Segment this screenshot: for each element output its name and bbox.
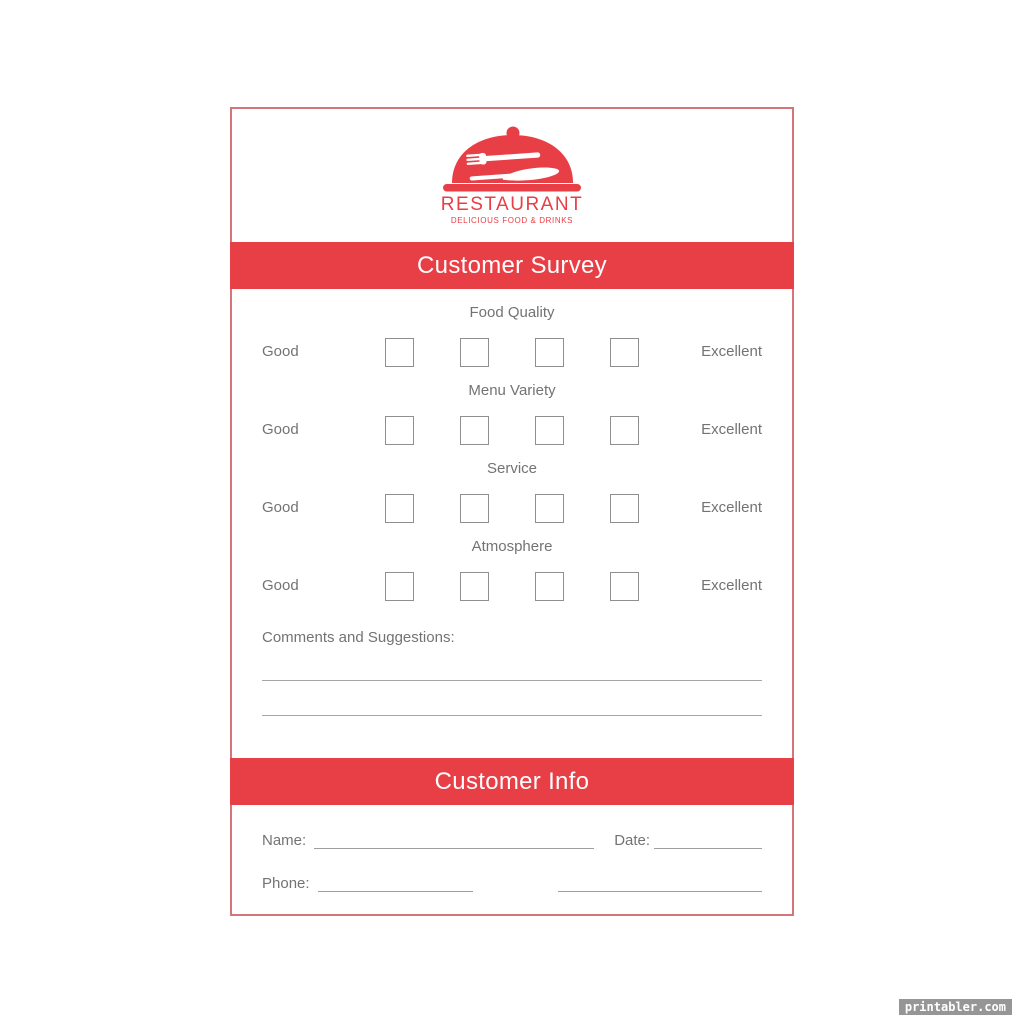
- rating-row-food-quality: [232, 338, 792, 367]
- rating-checkbox[interactable]: [535, 494, 564, 523]
- rating-high-label: Excellent: [701, 342, 762, 360]
- rating-checkbox[interactable]: [535, 416, 564, 445]
- date-label: Date:: [614, 832, 651, 849]
- rating-checkbox[interactable]: [610, 494, 639, 523]
- rating-high-label: Excellent: [701, 498, 762, 516]
- rating-checkbox[interactable]: [460, 494, 489, 523]
- rating-checkbox[interactable]: [385, 338, 414, 367]
- rating-checkbox[interactable]: [460, 338, 489, 367]
- comment-line-1[interactable]: [262, 646, 762, 681]
- cloche-fork-knife-icon: [442, 125, 582, 193]
- rating-checkbox[interactable]: [385, 572, 414, 601]
- phone-row: [262, 876, 762, 892]
- phone-label: Phone:: [262, 875, 310, 892]
- rating-checkbox[interactable]: [610, 572, 639, 601]
- logo-title: RESTAURANT: [440, 194, 584, 215]
- logo-tagline: DELICIOUS FOOD & DRINKS: [450, 216, 574, 225]
- section-title-menu-variety: Menu Variety: [468, 382, 556, 399]
- rating-high-label: Excellent: [701, 576, 762, 594]
- section-title-atmosphere: Atmosphere: [471, 538, 553, 555]
- comments-label: Comments and Suggestions:: [262, 629, 455, 646]
- rating-checkbox[interactable]: [385, 416, 414, 445]
- rating-low-label: Good: [262, 342, 299, 360]
- rating-row-service: [232, 494, 792, 523]
- rating-low-label: Good: [262, 498, 299, 516]
- rating-row-menu-variety: [232, 416, 792, 445]
- rating-checkbox[interactable]: [385, 494, 414, 523]
- info-banner: Customer Info: [230, 758, 794, 805]
- date-input-line[interactable]: [654, 836, 762, 849]
- survey-page: [230, 107, 794, 916]
- rating-checkbox[interactable]: [535, 572, 564, 601]
- section-title-food-quality: Food Quality: [469, 304, 555, 321]
- rating-checkbox[interactable]: [460, 572, 489, 601]
- extra-input-line[interactable]: [558, 879, 762, 892]
- rating-checkbox[interactable]: [610, 416, 639, 445]
- printabler-watermark: printabler.com: [899, 999, 1012, 1015]
- phone-input-line[interactable]: [318, 879, 473, 892]
- section-title-service: Service: [486, 460, 538, 477]
- name-input-line[interactable]: [314, 836, 594, 849]
- rating-low-label: Good: [262, 576, 299, 594]
- name-date-row: [262, 833, 762, 849]
- rating-row-atmosphere: [232, 572, 792, 601]
- comment-line-2[interactable]: [262, 681, 762, 716]
- rating-checkbox[interactable]: [460, 416, 489, 445]
- rating-high-label: Excellent: [701, 420, 762, 438]
- restaurant-logo: [232, 109, 792, 226]
- rating-checkbox[interactable]: [610, 338, 639, 367]
- name-label: Name:: [262, 832, 307, 849]
- survey-banner: Customer Survey: [230, 242, 794, 289]
- rating-low-label: Good: [262, 420, 299, 438]
- rating-checkbox[interactable]: [535, 338, 564, 367]
